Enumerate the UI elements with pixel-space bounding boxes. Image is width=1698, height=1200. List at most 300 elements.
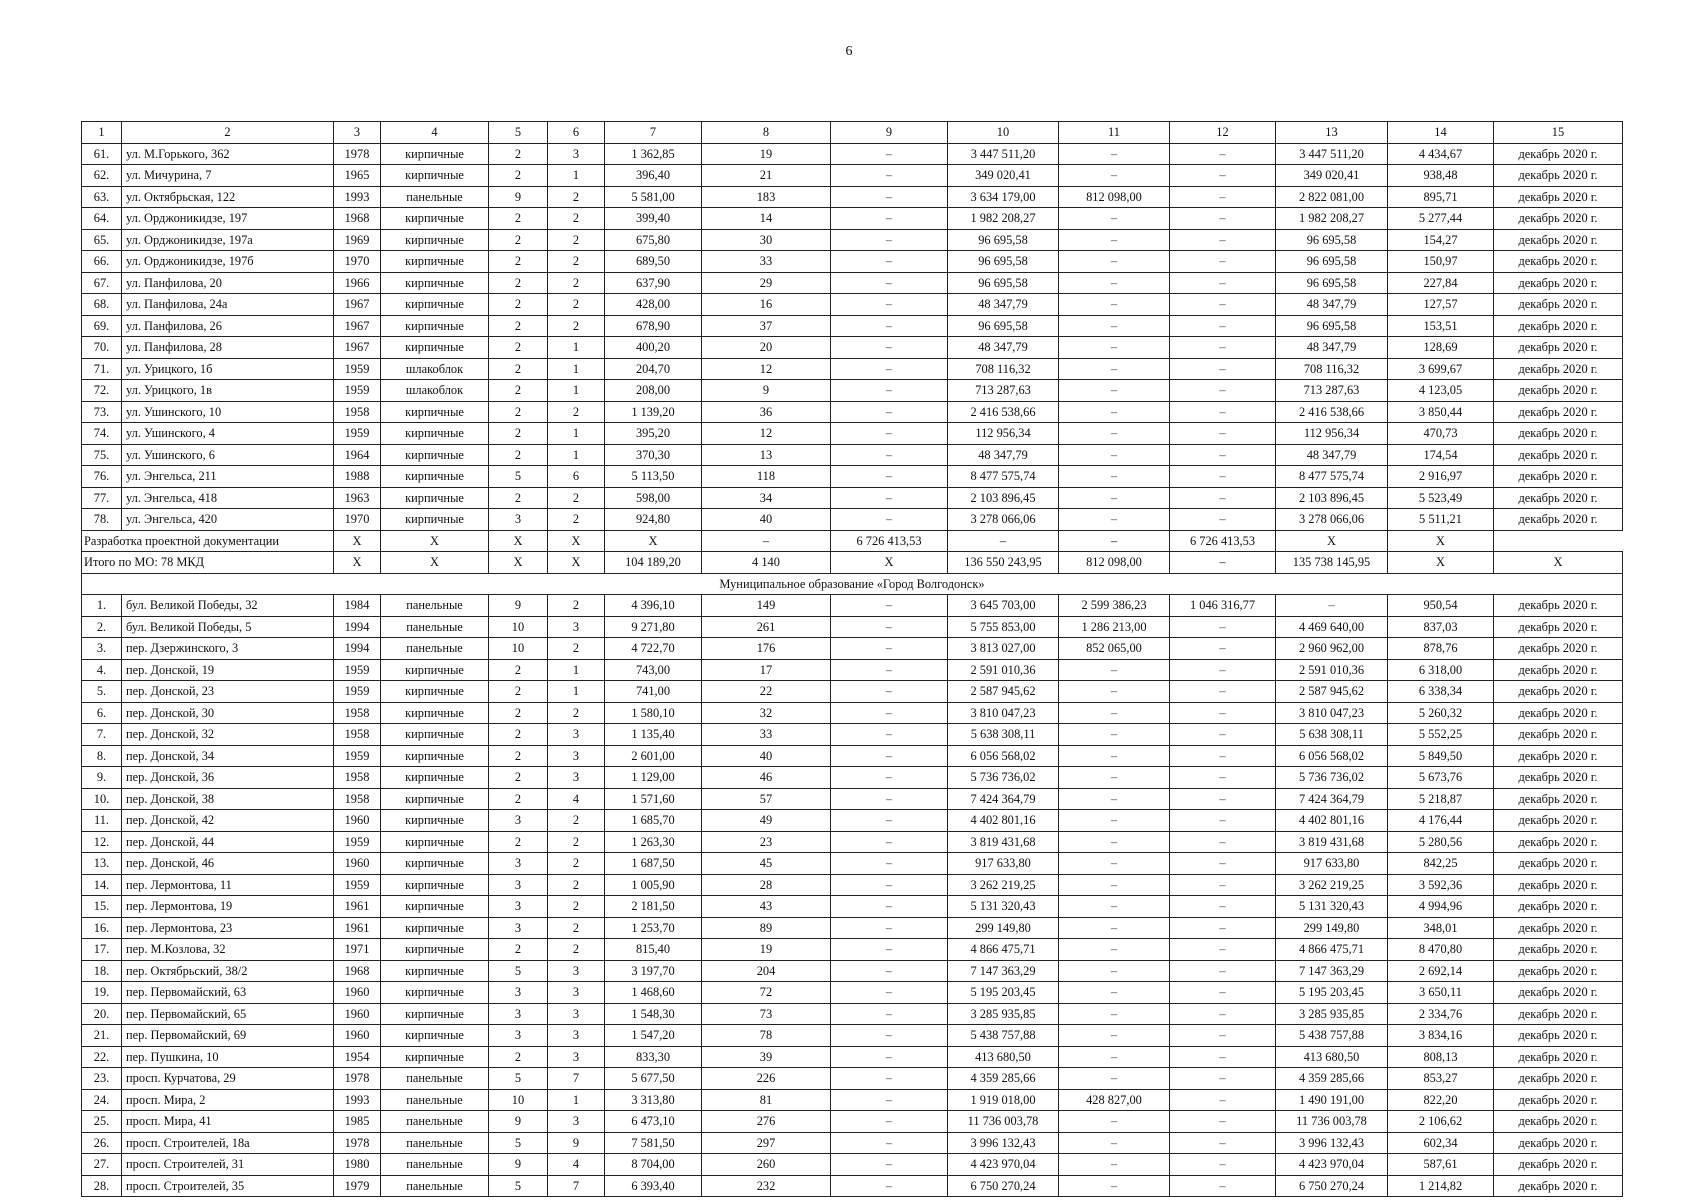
area-cell: 3 197,70 [605, 960, 702, 982]
year-cell: 1959 [334, 831, 381, 853]
deadline-cell: декабрь 2020 г. [1494, 1068, 1623, 1090]
region-cost-cell: – [1170, 659, 1276, 681]
design-value-cell: Х [381, 530, 489, 552]
cost-per-sqm-cell: 5 523,49 [1388, 487, 1494, 509]
residents-cell: 39 [702, 1046, 831, 1068]
local-cost-cell: 2 591 010,36 [1276, 659, 1388, 681]
total-cost-cell: 917 633,80 [948, 853, 1059, 875]
total-cost-cell: 3 810 047,23 [948, 702, 1059, 724]
fund-cost-cell: – [1059, 294, 1170, 316]
table-row [82, 1046, 1623, 1068]
col-9-cell: – [831, 874, 948, 896]
total-cost-cell: 5 131 320,43 [948, 896, 1059, 918]
floors-cell: 2 [489, 788, 548, 810]
col-9-cell: – [831, 724, 948, 746]
cost-per-sqm-cell: 2 106,62 [1388, 1111, 1494, 1133]
local-cost-cell: 1 490 191,00 [1276, 1089, 1388, 1111]
row-number-cell: 73. [82, 401, 122, 423]
local-cost-cell: 4 469 640,00 [1276, 616, 1388, 638]
entrances-cell: 1 [548, 681, 605, 703]
region-cost-cell: – [1170, 444, 1276, 466]
local-cost-cell: 11 736 003,78 [1276, 1111, 1388, 1133]
floors-cell: 9 [489, 595, 548, 617]
total-cost-cell: 3 996 132,43 [948, 1132, 1059, 1154]
area-cell: 833,30 [605, 1046, 702, 1068]
total-cost-cell: 8 477 575,74 [948, 466, 1059, 488]
cost-per-sqm-cell: 950,54 [1388, 595, 1494, 617]
region-cost-cell: – [1170, 1068, 1276, 1090]
region-cost-cell: – [1170, 337, 1276, 359]
fund-cost-cell: – [1059, 1003, 1170, 1025]
table-row [82, 1025, 1623, 1047]
deadline-cell: декабрь 2020 г. [1494, 831, 1623, 853]
row-number-cell: 25. [82, 1111, 122, 1133]
row-number-cell: 70. [82, 337, 122, 359]
wall-material-cell: кирпичные [381, 423, 489, 445]
year-cell: 1994 [334, 616, 381, 638]
entrances-cell: 3 [548, 1046, 605, 1068]
year-cell: 1993 [334, 186, 381, 208]
total-cost-cell: 5 736 736,02 [948, 767, 1059, 789]
total-cost-cell: 112 956,34 [948, 423, 1059, 445]
table-row [82, 401, 1623, 423]
year-cell: 1978 [334, 1068, 381, 1090]
year-cell: 1961 [334, 917, 381, 939]
area-cell: 395,20 [605, 423, 702, 445]
total-cost-cell: 11 736 003,78 [948, 1111, 1059, 1133]
entrances-cell: 2 [548, 638, 605, 660]
col-9-cell: – [831, 229, 948, 251]
wall-material-cell: кирпичные [381, 917, 489, 939]
design-documentation-row [82, 530, 1623, 552]
wall-material-cell: шлакоблок [381, 358, 489, 380]
entrances-cell: 2 [548, 939, 605, 961]
region-cost-cell: – [1170, 165, 1276, 187]
total-cost-cell: 48 347,79 [948, 337, 1059, 359]
deadline-cell: декабрь 2020 г. [1494, 294, 1623, 316]
row-number-cell: 26. [82, 1132, 122, 1154]
cost-per-sqm-cell: 5 260,32 [1388, 702, 1494, 724]
area-cell: 3 313,80 [605, 1089, 702, 1111]
row-number-cell: 14. [82, 874, 122, 896]
table-row [82, 380, 1623, 402]
fund-cost-cell: 852 065,00 [1059, 638, 1170, 660]
design-value-cell: Х [1276, 530, 1388, 552]
fund-cost-cell: – [1059, 165, 1170, 187]
entrances-cell: 2 [548, 810, 605, 832]
area-cell: 1 253,70 [605, 917, 702, 939]
entrances-cell: 2 [548, 917, 605, 939]
deadline-cell: декабрь 2020 г. [1494, 1046, 1623, 1068]
table-row [82, 1003, 1623, 1025]
design-label-cell: Разработка проектной документации [82, 530, 334, 552]
wall-material-cell: кирпичные [381, 896, 489, 918]
table-row [82, 1111, 1623, 1133]
table-row [82, 939, 1623, 961]
floors-cell: 3 [489, 810, 548, 832]
table-row [82, 960, 1623, 982]
floors-cell: 5 [489, 1132, 548, 1154]
region-cost-cell: – [1170, 143, 1276, 165]
deadline-cell: декабрь 2020 г. [1494, 982, 1623, 1004]
address-cell: пер. Первомайский, 63 [122, 982, 334, 1004]
fund-cost-cell: – [1059, 208, 1170, 230]
wall-material-cell: кирпичные [381, 1046, 489, 1068]
floors-cell: 2 [489, 143, 548, 165]
floors-cell: 2 [489, 272, 548, 294]
fund-cost-cell: – [1059, 788, 1170, 810]
region-cost-cell: – [1170, 186, 1276, 208]
address-cell: пер. Первомайский, 69 [122, 1025, 334, 1047]
year-cell: 1971 [334, 939, 381, 961]
row-number-cell: 8. [82, 745, 122, 767]
wall-material-cell: кирпичные [381, 143, 489, 165]
col-9-cell: – [831, 595, 948, 617]
wall-material-cell: панельные [381, 638, 489, 660]
cost-per-sqm-cell: 5 218,87 [1388, 788, 1494, 810]
local-cost-cell: 7 424 364,79 [1276, 788, 1388, 810]
wall-material-cell: кирпичные [381, 960, 489, 982]
wall-material-cell: панельные [381, 595, 489, 617]
floors-cell: 2 [489, 165, 548, 187]
col-9-cell: – [831, 638, 948, 660]
table-row [82, 702, 1623, 724]
wall-material-cell: кирпичные [381, 745, 489, 767]
header-cell: 7 [605, 122, 702, 144]
row-number-cell: 77. [82, 487, 122, 509]
local-cost-cell: 713 287,63 [1276, 380, 1388, 402]
row-number-cell: 69. [82, 315, 122, 337]
total-value-cell: Х [1388, 552, 1494, 574]
entrances-cell: 1 [548, 659, 605, 681]
region-cost-cell: – [1170, 229, 1276, 251]
floors-cell: 2 [489, 423, 548, 445]
wall-material-cell: кирпичные [381, 165, 489, 187]
entrances-cell: 2 [548, 874, 605, 896]
address-cell: ул. Панфилова, 26 [122, 315, 334, 337]
table-row [82, 1154, 1623, 1176]
residents-cell: 23 [702, 831, 831, 853]
area-cell: 399,40 [605, 208, 702, 230]
area-cell: 1 139,20 [605, 401, 702, 423]
residents-cell: 34 [702, 487, 831, 509]
cost-per-sqm-cell: 5 673,76 [1388, 767, 1494, 789]
local-cost-cell: 3 810 047,23 [1276, 702, 1388, 724]
deadline-cell: декабрь 2020 г. [1494, 1154, 1623, 1176]
local-cost-cell: 917 633,80 [1276, 853, 1388, 875]
total-cost-cell: 3 634 179,00 [948, 186, 1059, 208]
total-cost-cell: 3 813 027,00 [948, 638, 1059, 660]
local-cost-cell: 299 149,80 [1276, 917, 1388, 939]
col-9-cell: – [831, 358, 948, 380]
region-cost-cell: – [1170, 294, 1276, 316]
year-cell: 1961 [334, 896, 381, 918]
cost-per-sqm-cell: 4 994,96 [1388, 896, 1494, 918]
residents-cell: 73 [702, 1003, 831, 1025]
total-cost-cell: 713 287,63 [948, 380, 1059, 402]
year-cell: 1994 [334, 638, 381, 660]
year-cell: 1960 [334, 810, 381, 832]
floors-cell: 10 [489, 638, 548, 660]
col-9-cell: – [831, 1003, 948, 1025]
entrances-cell: 3 [548, 1111, 605, 1133]
year-cell: 1970 [334, 509, 381, 531]
year-cell: 1978 [334, 143, 381, 165]
area-cell: 1 580,10 [605, 702, 702, 724]
area-cell: 5 677,50 [605, 1068, 702, 1090]
residents-cell: 12 [702, 423, 831, 445]
area-cell: 1 547,20 [605, 1025, 702, 1047]
fund-cost-cell: – [1059, 831, 1170, 853]
local-cost-cell: 413 680,50 [1276, 1046, 1388, 1068]
total-cost-cell: 2 416 538,66 [948, 401, 1059, 423]
row-number-cell: 19. [82, 982, 122, 1004]
total-cost-cell: 96 695,58 [948, 251, 1059, 273]
wall-material-cell: кирпичные [381, 208, 489, 230]
area-cell: 675,80 [605, 229, 702, 251]
address-cell: ул. Ушинского, 10 [122, 401, 334, 423]
floors-cell: 10 [489, 1089, 548, 1111]
cost-per-sqm-cell: 150,97 [1388, 251, 1494, 273]
deadline-cell: декабрь 2020 г. [1494, 315, 1623, 337]
deadline-cell: декабрь 2020 г. [1494, 208, 1623, 230]
address-cell: пер. Донской, 42 [122, 810, 334, 832]
row-number-cell: 4. [82, 659, 122, 681]
entrances-cell: 1 [548, 444, 605, 466]
entrances-cell: 3 [548, 982, 605, 1004]
fund-cost-cell: – [1059, 272, 1170, 294]
cost-per-sqm-cell: 154,27 [1388, 229, 1494, 251]
residents-cell: 57 [702, 788, 831, 810]
residents-cell: 49 [702, 810, 831, 832]
total-value-cell: Х [381, 552, 489, 574]
residents-cell: 16 [702, 294, 831, 316]
cost-per-sqm-cell: 153,51 [1388, 315, 1494, 337]
deadline-cell: декабрь 2020 г. [1494, 917, 1623, 939]
local-cost-cell: 2 960 962,00 [1276, 638, 1388, 660]
entrances-cell: 2 [548, 315, 605, 337]
wall-material-cell: кирпичные [381, 982, 489, 1004]
col-9-cell: – [831, 788, 948, 810]
col-9-cell: – [831, 315, 948, 337]
cost-per-sqm-cell: 895,71 [1388, 186, 1494, 208]
floors-cell: 2 [489, 229, 548, 251]
wall-material-cell: панельные [381, 186, 489, 208]
table-row [82, 681, 1623, 703]
local-cost-cell: 96 695,58 [1276, 272, 1388, 294]
header-cell: 5 [489, 122, 548, 144]
deadline-cell: декабрь 2020 г. [1494, 767, 1623, 789]
local-cost-cell: 2 822 081,00 [1276, 186, 1388, 208]
total-cost-cell: 3 447 511,20 [948, 143, 1059, 165]
design-value-cell: Х [489, 530, 548, 552]
cost-per-sqm-cell: 3 592,36 [1388, 874, 1494, 896]
address-cell: пер. Донской, 34 [122, 745, 334, 767]
table-row [82, 874, 1623, 896]
header-cell: 2 [122, 122, 334, 144]
total-cost-cell: 1 982 208,27 [948, 208, 1059, 230]
year-cell: 1993 [334, 1089, 381, 1111]
deadline-cell: декабрь 2020 г. [1494, 702, 1623, 724]
table-row [82, 788, 1623, 810]
deadline-cell: декабрь 2020 г. [1494, 681, 1623, 703]
col-9-cell: – [831, 165, 948, 187]
cost-per-sqm-cell: 4 176,44 [1388, 810, 1494, 832]
address-cell: ул. Орджоникидзе, 197 [122, 208, 334, 230]
entrances-cell: 2 [548, 896, 605, 918]
table-row [82, 444, 1623, 466]
year-cell: 1958 [334, 401, 381, 423]
address-cell: пер. Донской, 38 [122, 788, 334, 810]
year-cell: 1959 [334, 358, 381, 380]
floors-cell: 9 [489, 1154, 548, 1176]
total-cost-cell: 5 438 757,88 [948, 1025, 1059, 1047]
region-cost-cell: – [1170, 724, 1276, 746]
table-row [82, 1089, 1623, 1111]
year-cell: 1960 [334, 982, 381, 1004]
local-cost-cell: 4 423 970,04 [1276, 1154, 1388, 1176]
floors-cell: 2 [489, 939, 548, 961]
local-cost-cell: 6 056 568,02 [1276, 745, 1388, 767]
floors-cell: 2 [489, 724, 548, 746]
year-cell: 1965 [334, 165, 381, 187]
deadline-cell: декабрь 2020 г. [1494, 1175, 1623, 1197]
wall-material-cell: кирпичные [381, 337, 489, 359]
floors-cell: 10 [489, 616, 548, 638]
fund-cost-cell: – [1059, 939, 1170, 961]
fund-cost-cell: – [1059, 1175, 1170, 1197]
row-number-cell: 12. [82, 831, 122, 853]
year-cell: 1958 [334, 724, 381, 746]
address-cell: пер. Лермонтова, 23 [122, 917, 334, 939]
local-cost-cell: 48 347,79 [1276, 294, 1388, 316]
year-cell: 1978 [334, 1132, 381, 1154]
local-cost-cell: 4 402 801,16 [1276, 810, 1388, 832]
header-cell: 3 [334, 122, 381, 144]
fund-cost-cell: – [1059, 251, 1170, 273]
region-cost-cell: – [1170, 1046, 1276, 1068]
wall-material-cell: кирпичные [381, 1003, 489, 1025]
total-cost-cell: 1 919 018,00 [948, 1089, 1059, 1111]
col-9-cell: – [831, 272, 948, 294]
row-number-cell: 76. [82, 466, 122, 488]
entrances-cell: 1 [548, 1089, 605, 1111]
entrances-cell: 3 [548, 1003, 605, 1025]
fund-cost-cell: 1 286 213,00 [1059, 616, 1170, 638]
local-cost-cell: 3 262 219,25 [1276, 874, 1388, 896]
cost-per-sqm-cell: 5 280,56 [1388, 831, 1494, 853]
wall-material-cell: панельные [381, 1175, 489, 1197]
year-cell: 1988 [334, 466, 381, 488]
address-cell: бул. Великой Победы, 5 [122, 616, 334, 638]
region-cost-cell: – [1170, 939, 1276, 961]
address-cell: пер. М.Козлова, 32 [122, 939, 334, 961]
area-cell: 1 548,30 [605, 1003, 702, 1025]
total-cost-cell: 349 020,41 [948, 165, 1059, 187]
region-cost-cell: – [1170, 1175, 1276, 1197]
address-cell: просп. Курчатова, 29 [122, 1068, 334, 1090]
local-cost-cell: 4 359 285,66 [1276, 1068, 1388, 1090]
row-number-cell: 71. [82, 358, 122, 380]
wall-material-cell: кирпичные [381, 509, 489, 531]
entrances-cell: 3 [548, 745, 605, 767]
address-cell: пер. Первомайский, 65 [122, 1003, 334, 1025]
local-cost-cell: 1 982 208,27 [1276, 208, 1388, 230]
address-cell: пер. Пушкина, 10 [122, 1046, 334, 1068]
entrances-cell: 4 [548, 1154, 605, 1176]
residents-cell: 89 [702, 917, 831, 939]
entrances-cell: 1 [548, 165, 605, 187]
residents-cell: 22 [702, 681, 831, 703]
residents-cell: 40 [702, 745, 831, 767]
total-cost-cell: 7 424 364,79 [948, 788, 1059, 810]
table-row [82, 659, 1623, 681]
area-cell: 598,00 [605, 487, 702, 509]
region-cost-cell: – [1170, 423, 1276, 445]
fund-cost-cell: – [1059, 960, 1170, 982]
wall-material-cell: кирпичные [381, 788, 489, 810]
header-number-row [82, 122, 1623, 144]
row-number-cell: 62. [82, 165, 122, 187]
year-cell: 1958 [334, 702, 381, 724]
wall-material-cell: кирпичные [381, 659, 489, 681]
residents-cell: 37 [702, 315, 831, 337]
deadline-cell: декабрь 2020 г. [1494, 1132, 1623, 1154]
year-cell: 1967 [334, 315, 381, 337]
cost-per-sqm-cell: 2 916,97 [1388, 466, 1494, 488]
address-cell: просп. Строителей, 35 [122, 1175, 334, 1197]
col-9-cell: – [831, 487, 948, 509]
col-9-cell: – [831, 251, 948, 273]
year-cell: 1959 [334, 681, 381, 703]
area-cell: 5 113,50 [605, 466, 702, 488]
wall-material-cell: кирпичные [381, 939, 489, 961]
area-cell: 1 685,70 [605, 810, 702, 832]
residents-cell: 33 [702, 251, 831, 273]
address-cell: ул. Урицкого, 1в [122, 380, 334, 402]
fund-cost-cell: – [1059, 917, 1170, 939]
total-value-cell: 104 189,20 [605, 552, 702, 574]
fund-cost-cell: – [1059, 810, 1170, 832]
floors-cell: 9 [489, 1111, 548, 1133]
entrances-cell: 2 [548, 251, 605, 273]
region-cost-cell: – [1170, 1154, 1276, 1176]
row-number-cell: 10. [82, 788, 122, 810]
total-cost-cell: 96 695,58 [948, 229, 1059, 251]
total-cost-cell: 5 195 203,45 [948, 982, 1059, 1004]
entrances-cell: 2 [548, 702, 605, 724]
region-cost-cell: – [1170, 208, 1276, 230]
wall-material-cell: кирпичные [381, 810, 489, 832]
row-number-cell: 68. [82, 294, 122, 316]
region-cost-cell: – [1170, 1111, 1276, 1133]
row-number-cell: 16. [82, 917, 122, 939]
cost-per-sqm-cell: 3 699,67 [1388, 358, 1494, 380]
local-cost-cell: 708 116,32 [1276, 358, 1388, 380]
entrances-cell: 3 [548, 616, 605, 638]
region-cost-cell: – [1170, 810, 1276, 832]
entrances-cell: 4 [548, 788, 605, 810]
area-cell: 815,40 [605, 939, 702, 961]
address-cell: ул. Ушинского, 6 [122, 444, 334, 466]
entrances-cell: 2 [548, 272, 605, 294]
housing-repair-table [81, 121, 1623, 1197]
deadline-cell: декабрь 2020 г. [1494, 960, 1623, 982]
address-cell: просп. Строителей, 18а [122, 1132, 334, 1154]
fund-cost-cell: 428 827,00 [1059, 1089, 1170, 1111]
total-cost-cell: 4 866 475,71 [948, 939, 1059, 961]
local-cost-cell: 5 195 203,45 [1276, 982, 1388, 1004]
